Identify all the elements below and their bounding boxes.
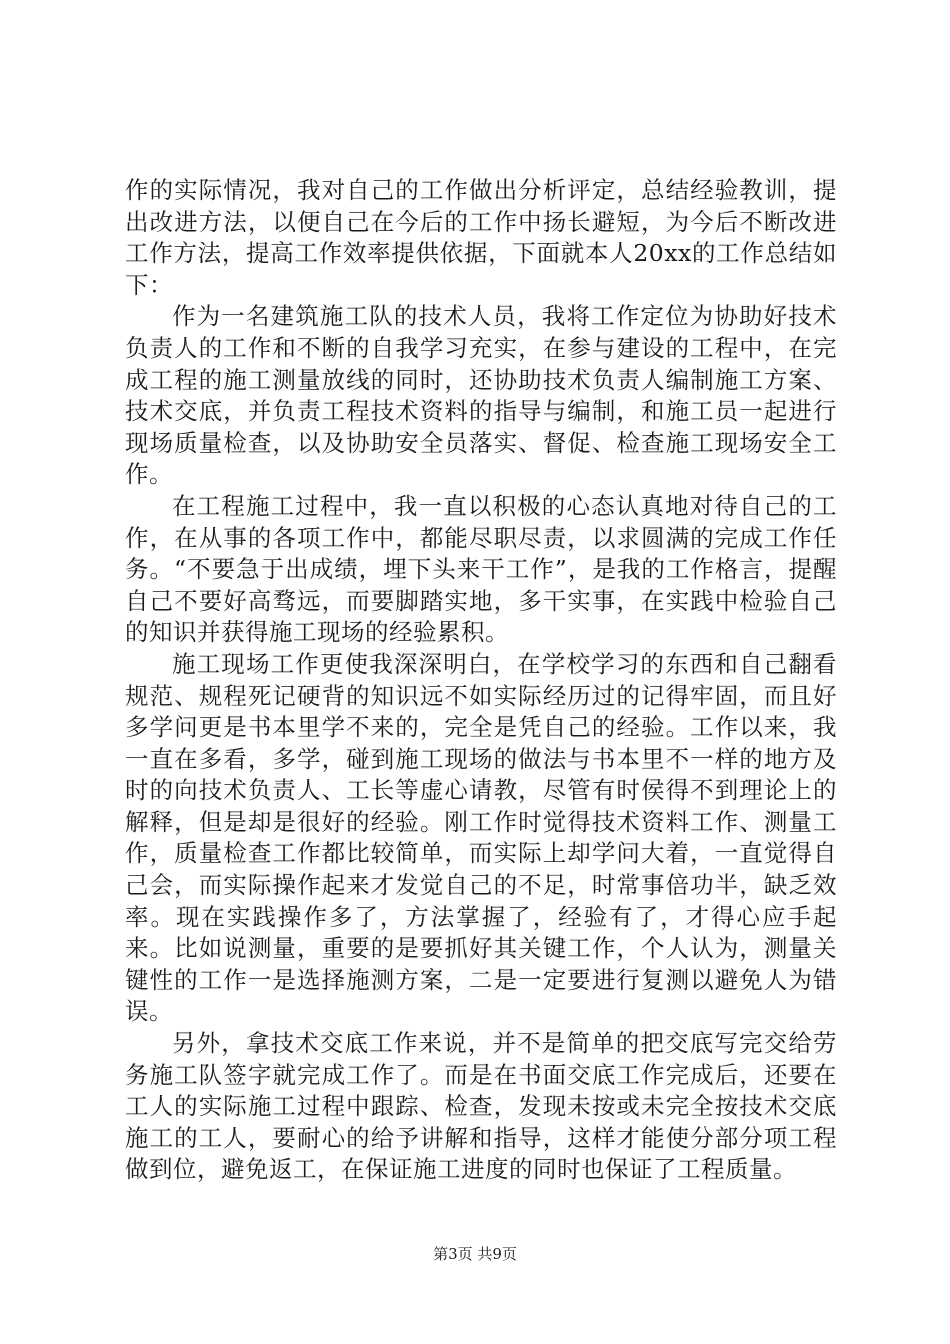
- document-body: [125, 175, 837, 1186]
- paragraph-1: 作的实际情况，我对自己的工作做出分析评定，总结经验教训，提出改进方法，以便自己在今后的工作中扬长避短，为今后不断改进工作方法，提高工作效率提供依据，下面就本人20xx的工作总结如下：: [125, 176, 837, 299]
- page-number-footer: 第3页 共9页: [433, 1245, 517, 1263]
- paragraph-4: 施工现场工作更使我深深明白，在学校学习的东西和自己翻看规范、规程死记硬背的知识远不如实际经历过的记得牢固，而且好多学问更是书本里学不来的，完全是凭自己的经验。工作以来，我一直在多看，多学，碰到施工现场的做法与书本里不一样的地方及时的向技术负责人、工长等虚心请教，尽管有时侯得不到理论上的解释，但是却是很好的经验。刚工作时觉得技术资料工作、测量工作，质量检查工作都比较简单，而实际上却学问大着，一直觉得自己会，而实际操作起来才发觉自己的不足，时常事倍功半，缺乏效率。现在实践操作多了，方法掌握了，经验有了，才得心应手起来。比如说测量，重要的是要抓好其关键工作，个人认为，测量关键性的工作一是选择施测方案，二是一定要进行复测以避免人为错误。: [125, 649, 837, 1026]
- paragraph-2: 作为一名建筑施工队的技术人员，我将工作定位为协助好技术负责人的工作和不断的自我学习充实，在参与建设的工程中，在完成工程的施工测量放线的同时，还协助技术负责人编制施工方案、技术交底，并负责工程技术资料的指导与编制，和施工员一起进行现场质量检查，以及协助安全员落实、督促、检查施工现场安全工作。: [125, 302, 837, 489]
- paragraph-5: 另外，拿技术交底工作来说，并不是简单的把交底写完交给劳务施工队签字就完成工作了。而是在书面交底工作完成后，还要在工人的实际施工过程中跟踪、检查，发现未按或未完全按技术交底施工的工人，要耐心的给予讲解和指导，这样才能使分部分项工程做到位，避免返工，在保证施工进度的同时也保证了工程质量。: [125, 1029, 837, 1184]
- paragraph-3: 在工程施工过程中，我一直以积极的心态认真地对待自己的工作，在从事的各项工作中，都能尽职尽责，以求圆满的完成工作任务。“不要急于出成绩，埋下头来干工作”，是我的工作格言，提醒自己不要好高骛远，而要脚踏实地，多干实事，在实践中检验自己的知识并获得施工现场的经验累积。: [125, 491, 837, 647]
